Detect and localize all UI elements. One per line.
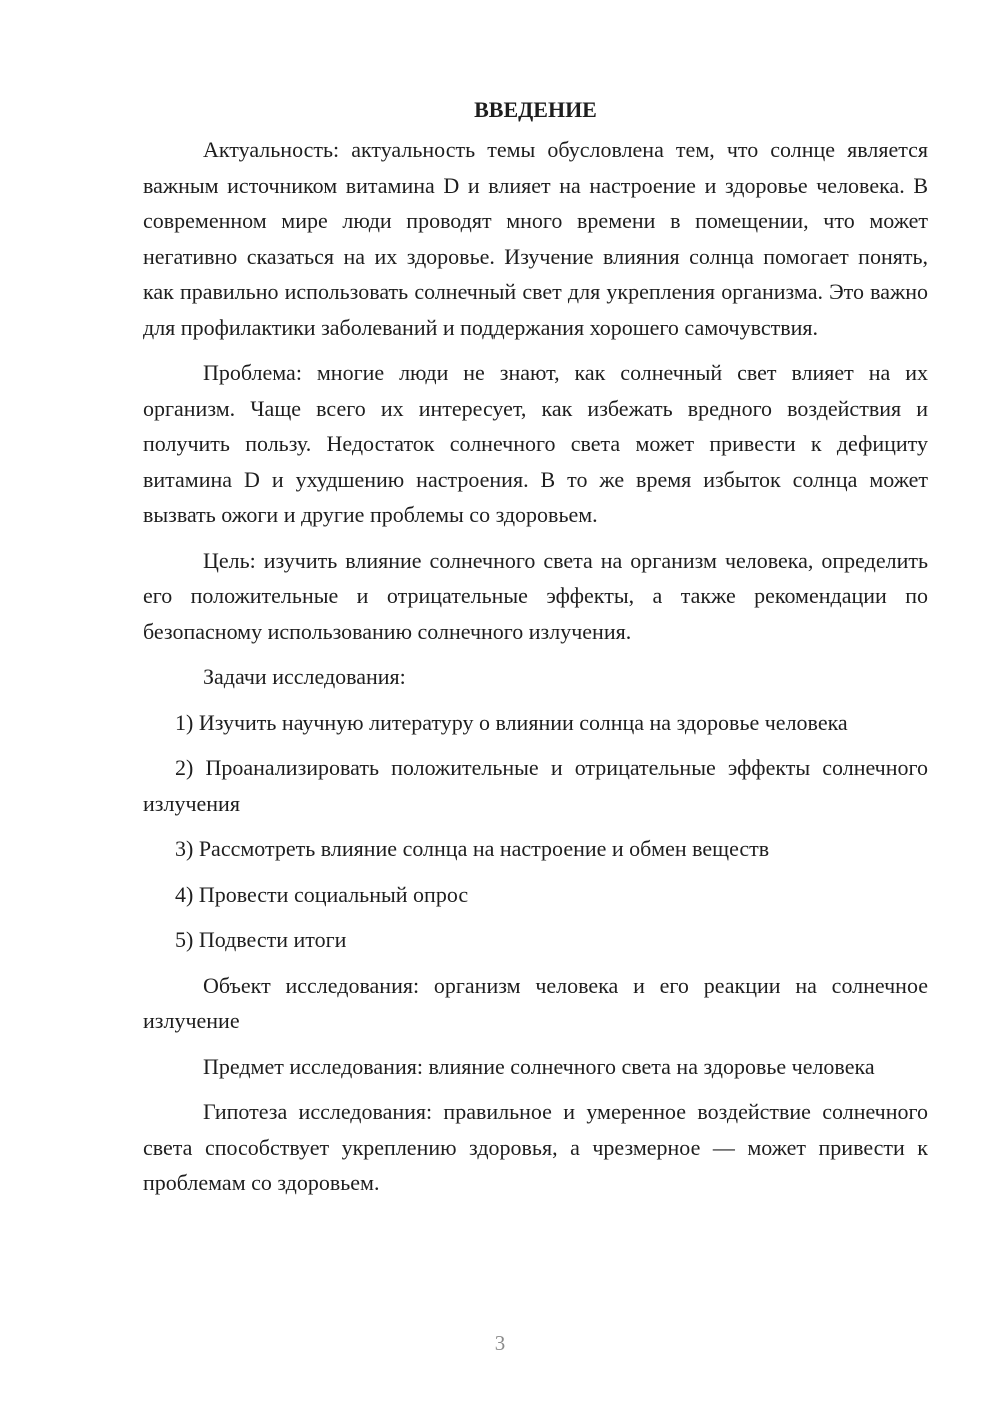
list-item: 4) Провести социальный опрос	[175, 881, 469, 907]
section-title: ВВЕДЕНИЕ	[474, 97, 597, 122]
list-item: 1) Изучить научную литературу о влиянии солнца на здоровье человека	[175, 709, 848, 735]
paragraph-goal: Цель: изучить влияние солнечного света на организм человека, определить его положительные и отрицательные эффекты, а также рекомендации по безопасному использованию солнечного излучения.	[143, 547, 928, 644]
list-item: 3) Рассмотреть влияние солнца на настроение и обмен веществ	[175, 836, 770, 861]
paragraph-relevance: Актуальность: актуальность темы обусловлена тем, что солнце является важным источником витамина D и влияет на настроение и здоровье человека. В современном мире люди проводят много времени в помещении, что может негативно сказаться на их здоровье. Изучение влияния солнца помогает понять, как правильно использовать солнечный свет для укрепления организма. Это важно для профилактики заболеваний и поддержания хорошего самочувствия.	[143, 137, 928, 340]
tasks-list	[143, 705, 928, 958]
list-item: 5) Подвести итоги	[175, 927, 347, 952]
list-item: 2) Проанализировать положительные и отрицательные эффекты солнечного излучения	[143, 755, 928, 816]
paragraph-subject: Предмет исследования: влияние солнечного света на здоровье человека	[203, 1053, 875, 1079]
document-page	[143, 92, 928, 1211]
paragraph-tasks-heading: Задачи исследования:	[203, 664, 406, 689]
paragraph-hypothesis: Гипотеза исследования: правильное и умеренное воздействие солнечного света способствует укреплению здоровья, а чрезмерное — может привести к проблемам со здоровьем.	[143, 1099, 928, 1195]
paragraph-object: Объект исследования: организм человека и его реакции на солнечное излучение	[143, 972, 928, 1033]
page-number: 3	[494, 1331, 506, 1355]
paragraph-problem: Проблема: многие люди не знают, как солнечный свет влияет на их организм. Чаще всего их интересует, как избежать вредного воздействия и получить пользу. Недостаток солнечного света может привести к дефициту витамина D и ухудшению настроения. В то же время избыток солнца может вызвать ожоги и другие проблемы со здоровьем.	[143, 360, 928, 527]
